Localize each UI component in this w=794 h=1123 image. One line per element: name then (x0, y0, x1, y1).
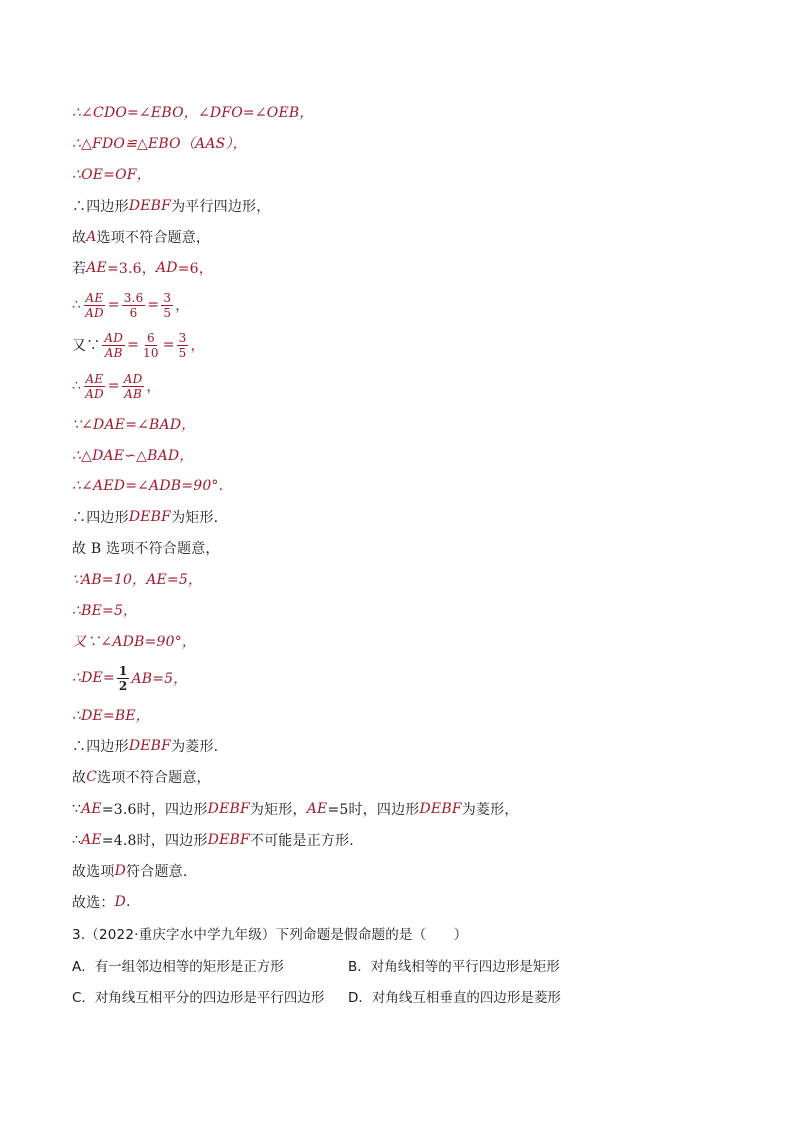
math-term: DEBF (128, 509, 172, 525)
denominator: AD (85, 386, 104, 401)
numerator: AD (104, 330, 124, 345)
text: ， (190, 338, 205, 354)
solution-line-18 (72, 660, 188, 696)
solution-line-4 (72, 192, 270, 220)
solution-line-13 (72, 503, 218, 531)
text: 为菱形， (461, 802, 519, 818)
solution-line-20 (72, 732, 218, 760)
text: 又∵ (72, 338, 101, 354)
solution-line-1: ∴∠CDO=∠EBO，∠DFO=∠OEB， (72, 105, 314, 121)
text: =5时，四边形 (327, 802, 420, 818)
math-term: D (114, 863, 127, 879)
fraction (83, 373, 106, 400)
numerator: 6 (146, 330, 155, 345)
math-term: AE (81, 832, 102, 848)
text: 为矩形. (171, 510, 219, 526)
text: 选项不符合题意， (97, 770, 211, 786)
text: 选项不符合题意， (96, 230, 211, 246)
equals: = (127, 337, 140, 353)
denominator: 6 (129, 305, 138, 320)
text: 为平行四边形， (171, 199, 271, 215)
denominator: AB (104, 345, 123, 360)
text: ∵ (72, 801, 82, 817)
text: ∴ (72, 832, 82, 848)
text: ， (175, 298, 190, 314)
solution-line-12: ∴∠AED=∠ADB=90°. (72, 478, 224, 494)
solution-line-11: ∴△DAE∽△BAD， (72, 448, 194, 464)
solution-line-23 (72, 826, 354, 854)
equals: = (162, 337, 175, 353)
numerator: 3 (178, 330, 187, 345)
math-term: ∴DE= (72, 670, 115, 686)
solution-line-5 (72, 223, 210, 251)
text: 故选项 (72, 864, 115, 880)
solution-line-8 (72, 328, 205, 362)
text: 故 (72, 770, 87, 786)
text: ∴四边形 (72, 510, 129, 526)
option-a: A．有一组邻边相等的矩形是正方形 (72, 959, 284, 975)
fraction (83, 292, 106, 319)
solution-line-16: ∴BE=5， (72, 603, 138, 619)
option-c: C．对角线互相平分的四边形是平行四边形 (72, 990, 325, 1006)
text: 为矩形， (249, 802, 307, 818)
denominator: 5 (178, 345, 187, 360)
math-term: AE (86, 260, 107, 276)
solution-line-14: 故 B 选项不符合题意， (72, 541, 220, 557)
solution-line-3: ∴OE=OF， (72, 167, 151, 183)
math-term: DEBF (207, 832, 250, 848)
numerator: AE (85, 371, 104, 386)
numerator: 3 (163, 290, 172, 305)
solution-line-7 (72, 288, 189, 322)
solution-line-10: ∵∠DAE=∠BAD， (72, 417, 196, 433)
math-term: D (114, 894, 127, 910)
option-b: B．对角线相等的平行四边形是矩形 (348, 959, 560, 975)
denominator: 10 (143, 345, 159, 360)
denominator: 5 (163, 305, 172, 320)
denominator: AB (124, 386, 143, 401)
solution-line-19: ∴DE=BE， (72, 708, 150, 724)
math-term: DEBF (128, 738, 172, 754)
fraction (117, 665, 130, 692)
text: 不可能是正方形. (249, 833, 354, 849)
text: 为菱形. (171, 739, 219, 755)
question-stem: 3.（2022·重庆字水中学九年级）下列命题是假命题的是（ ） (72, 927, 468, 943)
text: ∴四边形 (72, 739, 129, 755)
text: 符合题意. (126, 864, 188, 880)
equals: = (107, 297, 120, 313)
option-d: D．对角线互相垂直的四边形是菱形 (348, 990, 561, 1006)
numerator: AD (123, 371, 143, 386)
therefore-symbol: ∴ (72, 297, 82, 313)
equals: = (147, 297, 160, 313)
text: =4.8时，四边形 (101, 833, 208, 849)
solution-line-6 (72, 254, 213, 282)
math-term: AD (155, 260, 178, 276)
fraction (122, 292, 146, 319)
math-term: A (86, 229, 97, 245)
equals: = (107, 378, 120, 394)
math-term: =3.6， (106, 261, 156, 277)
fraction (177, 332, 189, 359)
solution-line-17: 又∵∠ADB=90°， (72, 634, 197, 650)
numerator: AE (85, 290, 104, 305)
solution-line-9 (72, 368, 161, 404)
text: ， (146, 379, 161, 395)
therefore-symbol: ∴ (72, 378, 82, 394)
math-term: AB=5， (131, 671, 188, 687)
math-term: DEBF (419, 801, 462, 817)
solution-line-25 (72, 888, 131, 916)
denominator: 2 (118, 678, 128, 693)
numerator: 3.6 (123, 290, 144, 305)
solution-line-22 (72, 795, 519, 823)
text: =3.6时，四边形 (101, 802, 208, 818)
text: 故选： (72, 895, 115, 911)
solution-line-24 (72, 857, 188, 885)
fraction (102, 332, 125, 359)
solution-line-21 (72, 763, 211, 791)
text: . (126, 894, 131, 910)
fraction (122, 373, 145, 400)
fraction (141, 332, 161, 359)
numerator: 1 (118, 663, 128, 678)
math-term: DEBF (207, 801, 250, 817)
text: 若 (72, 261, 87, 277)
solution-line-15: ∵AB=10，AE=5， (72, 572, 203, 588)
math-term: C (86, 769, 98, 785)
math-term: =6， (177, 261, 213, 277)
text: 故 (72, 230, 87, 246)
math-term: DEBF (128, 198, 172, 214)
math-term: AE (81, 801, 102, 817)
fraction (161, 292, 173, 319)
denominator: AD (85, 305, 104, 320)
text: ∴四边形 (72, 199, 129, 215)
math-term: AE (306, 801, 328, 817)
solution-line-2: ∴△FDO≌△EBO（AAS）， (72, 136, 247, 152)
